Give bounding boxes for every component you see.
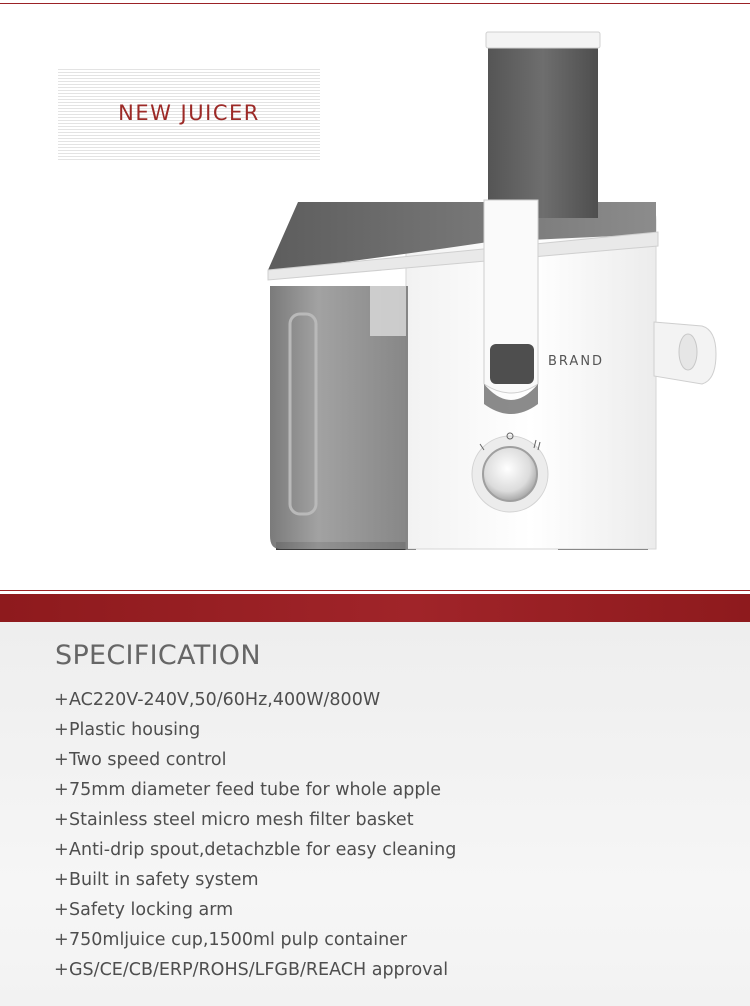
spec-item-text: Built in safety system xyxy=(69,870,259,890)
plus-icon: + xyxy=(54,960,69,980)
section-divider-line xyxy=(0,590,750,591)
plus-icon: + xyxy=(54,780,69,800)
top-divider xyxy=(0,3,750,4)
spec-item-text: 75mm diameter feed tube for whole apple xyxy=(69,780,442,800)
spec-item-text: Stainless steel micro mesh filter basket xyxy=(69,810,414,830)
specification-list xyxy=(54,685,456,985)
feed-tube-rim xyxy=(486,32,600,48)
spec-item xyxy=(54,925,456,955)
plus-icon: + xyxy=(54,870,69,890)
spec-item-text: Plastic housing xyxy=(69,720,201,740)
brand-label: BRAND xyxy=(548,354,605,369)
plus-icon: + xyxy=(54,720,69,740)
spec-item-text: 750mljuice cup,1500ml pulp container xyxy=(69,930,408,950)
spec-item xyxy=(54,805,456,835)
plus-icon: + xyxy=(54,840,69,860)
spec-item xyxy=(54,775,456,805)
plus-icon: + xyxy=(54,810,69,830)
spec-item xyxy=(54,745,456,775)
spec-item xyxy=(54,895,456,925)
spec-item-text: AC220V-240V,50/60Hz,400W/800W xyxy=(69,690,381,710)
specification-title: SPECIFICATION xyxy=(55,640,261,671)
spec-item xyxy=(54,715,456,745)
plus-icon: + xyxy=(54,750,69,770)
spec-item-text: GS/CE/CB/ERP/ROHS/LFGB/REACH approval xyxy=(69,960,449,980)
feed-tube xyxy=(488,38,598,218)
plus-icon: + xyxy=(54,690,69,710)
spec-item xyxy=(54,835,456,865)
plus-icon: + xyxy=(54,930,69,950)
section-divider-band xyxy=(0,594,750,622)
spec-item xyxy=(54,955,456,985)
page-title: NEW JUICER xyxy=(118,101,260,125)
plus-icon: + xyxy=(54,900,69,920)
spec-item-text: Two speed control xyxy=(69,750,227,770)
spec-item xyxy=(54,865,456,895)
juicer-product-image xyxy=(258,24,750,564)
spec-item xyxy=(54,685,456,715)
spec-item-text: Safety locking arm xyxy=(69,900,234,920)
specification-section xyxy=(0,622,750,1006)
spec-item-text: Anti-drip spout,detachzble for easy cleaning xyxy=(69,840,457,860)
speed-control-knob xyxy=(483,447,537,501)
